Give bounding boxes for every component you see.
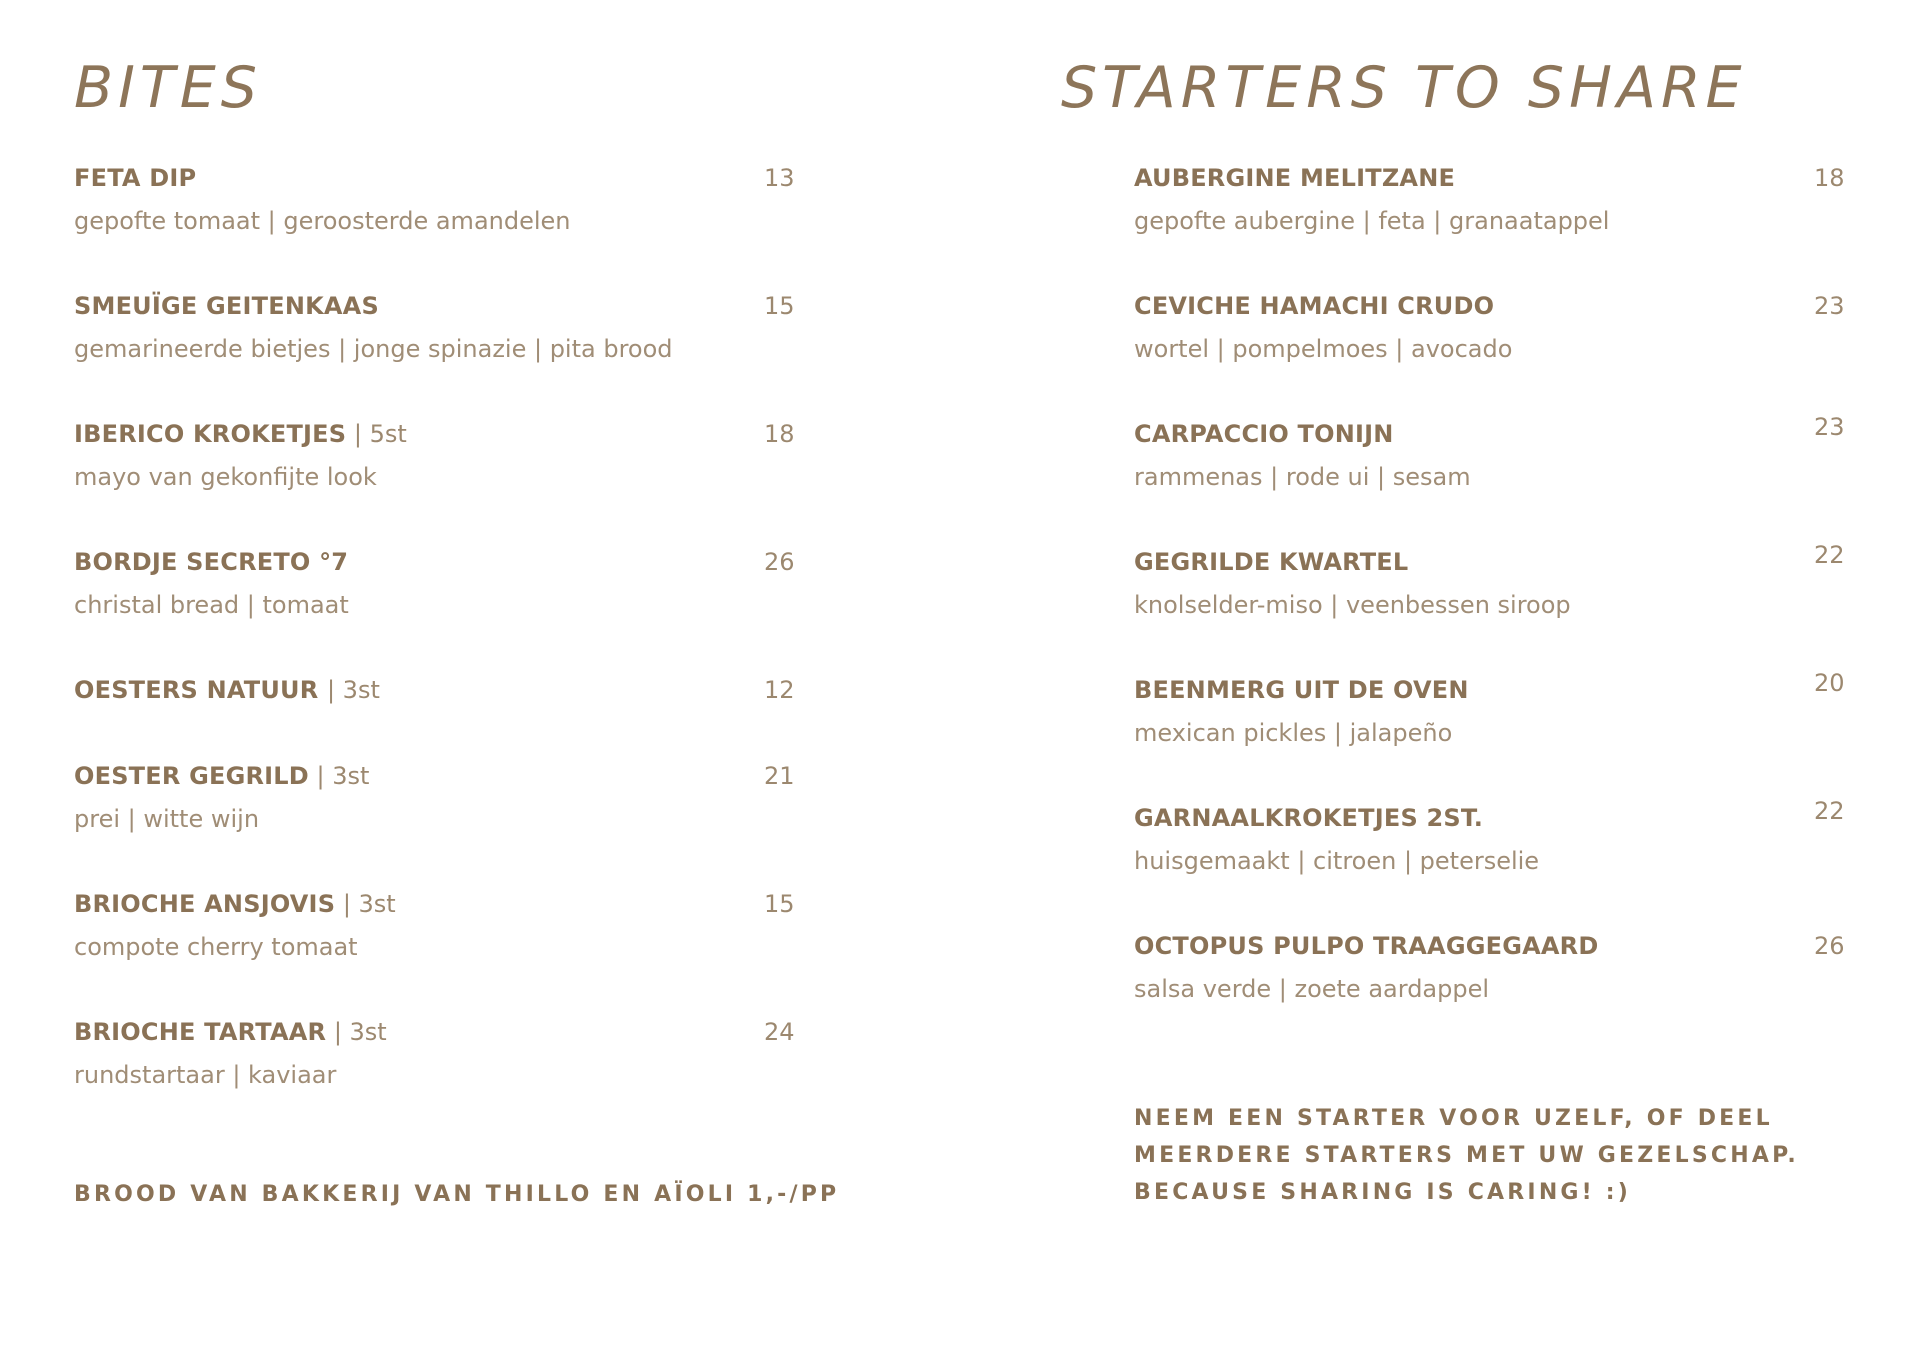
sharing-note-line: BECAUSE SHARING IS CARING! :) [1134, 1180, 1632, 1205]
item-price: 15 [764, 292, 795, 320]
item-price: 22 [1814, 541, 1845, 569]
item-price: 23 [1814, 413, 1845, 441]
bites-section-title: BITES [74, 55, 262, 121]
item-description: gemarineerde bietjes | jonge spinazie | pita brood [74, 335, 673, 363]
item-description: prei | witte wijn [74, 805, 260, 833]
item-price: 12 [764, 676, 795, 704]
item-name: GARNAALKROKETJES 2ST. [1134, 804, 1484, 832]
sharing-note-line: NEEM EEN STARTER VOOR UZELF, OF DEEL [1134, 1106, 1773, 1131]
item-price: 20 [1814, 669, 1845, 697]
item-name: BEENMERG UIT DE OVEN [1134, 676, 1469, 704]
item-description: wortel | pompelmoes | avocado [1134, 335, 1513, 363]
item-price: 13 [764, 164, 795, 192]
item-description: mexican pickles | jalapeño [1134, 719, 1453, 747]
item-name: FETA DIP [74, 164, 197, 192]
starters-section-title: STARTERS TO SHARE [1061, 55, 1747, 121]
item-description: huisgemaakt | citroen | peterselie [1134, 847, 1540, 875]
item-name: SMEUÏGE GEITENKAAS [74, 292, 379, 320]
item-price: 15 [764, 890, 795, 918]
item-name: IBERICO KROKETJES | 5st [74, 420, 407, 448]
item-description: christal bread | tomaat [74, 591, 349, 619]
item-description: rammenas | rode ui | sesam [1134, 463, 1471, 491]
item-name: CEVICHE HAMACHI CRUDO [1134, 292, 1495, 320]
item-description: compote cherry tomaat [74, 933, 358, 961]
item-name: OCTOPUS PULPO TRAAGGEGAARD [1134, 932, 1599, 960]
item-price: 18 [764, 420, 795, 448]
item-description: knolselder-miso | veenbessen siroop [1134, 591, 1571, 619]
item-name: CARPACCIO TONIJN [1134, 420, 1394, 448]
item-description: rundstartaar | kaviaar [74, 1061, 337, 1089]
item-description: gepofte tomaat | geroosterde amandelen [74, 207, 571, 235]
item-name: BRIOCHE TARTAAR | 3st [74, 1018, 387, 1046]
item-price: 21 [764, 762, 795, 790]
item-description: mayo van gekonfijte look [74, 463, 377, 491]
sharing-note-line: MEERDERE STARTERS MET UW GEZELSCHAP. [1134, 1143, 1799, 1168]
item-name: GEGRILDE KWARTEL [1134, 548, 1409, 576]
item-description: salsa verde | zoete aardappel [1134, 975, 1490, 1003]
item-price: 18 [1814, 164, 1845, 192]
sharing-note [1134, 1100, 1799, 1211]
item-name: OESTERS NATUUR | 3st [74, 676, 380, 704]
item-price: 26 [1814, 932, 1845, 960]
item-name: BORDJE SECRETO °7 [74, 548, 349, 576]
item-price: 24 [764, 1018, 795, 1046]
item-price: 22 [1814, 797, 1845, 825]
bread-note: BROOD VAN BAKKERIJ VAN THILLO EN AÏOLI 1,-/PP [74, 1182, 840, 1207]
item-price: 26 [764, 548, 795, 576]
item-name: OESTER GEGRILD | 3st [74, 762, 370, 790]
item-name: BRIOCHE ANSJOVIS | 3st [74, 890, 396, 918]
item-description: gepofte aubergine | feta | granaatappel [1134, 207, 1610, 235]
item-price: 23 [1814, 292, 1845, 320]
item-name: AUBERGINE MELITZANE [1134, 164, 1456, 192]
